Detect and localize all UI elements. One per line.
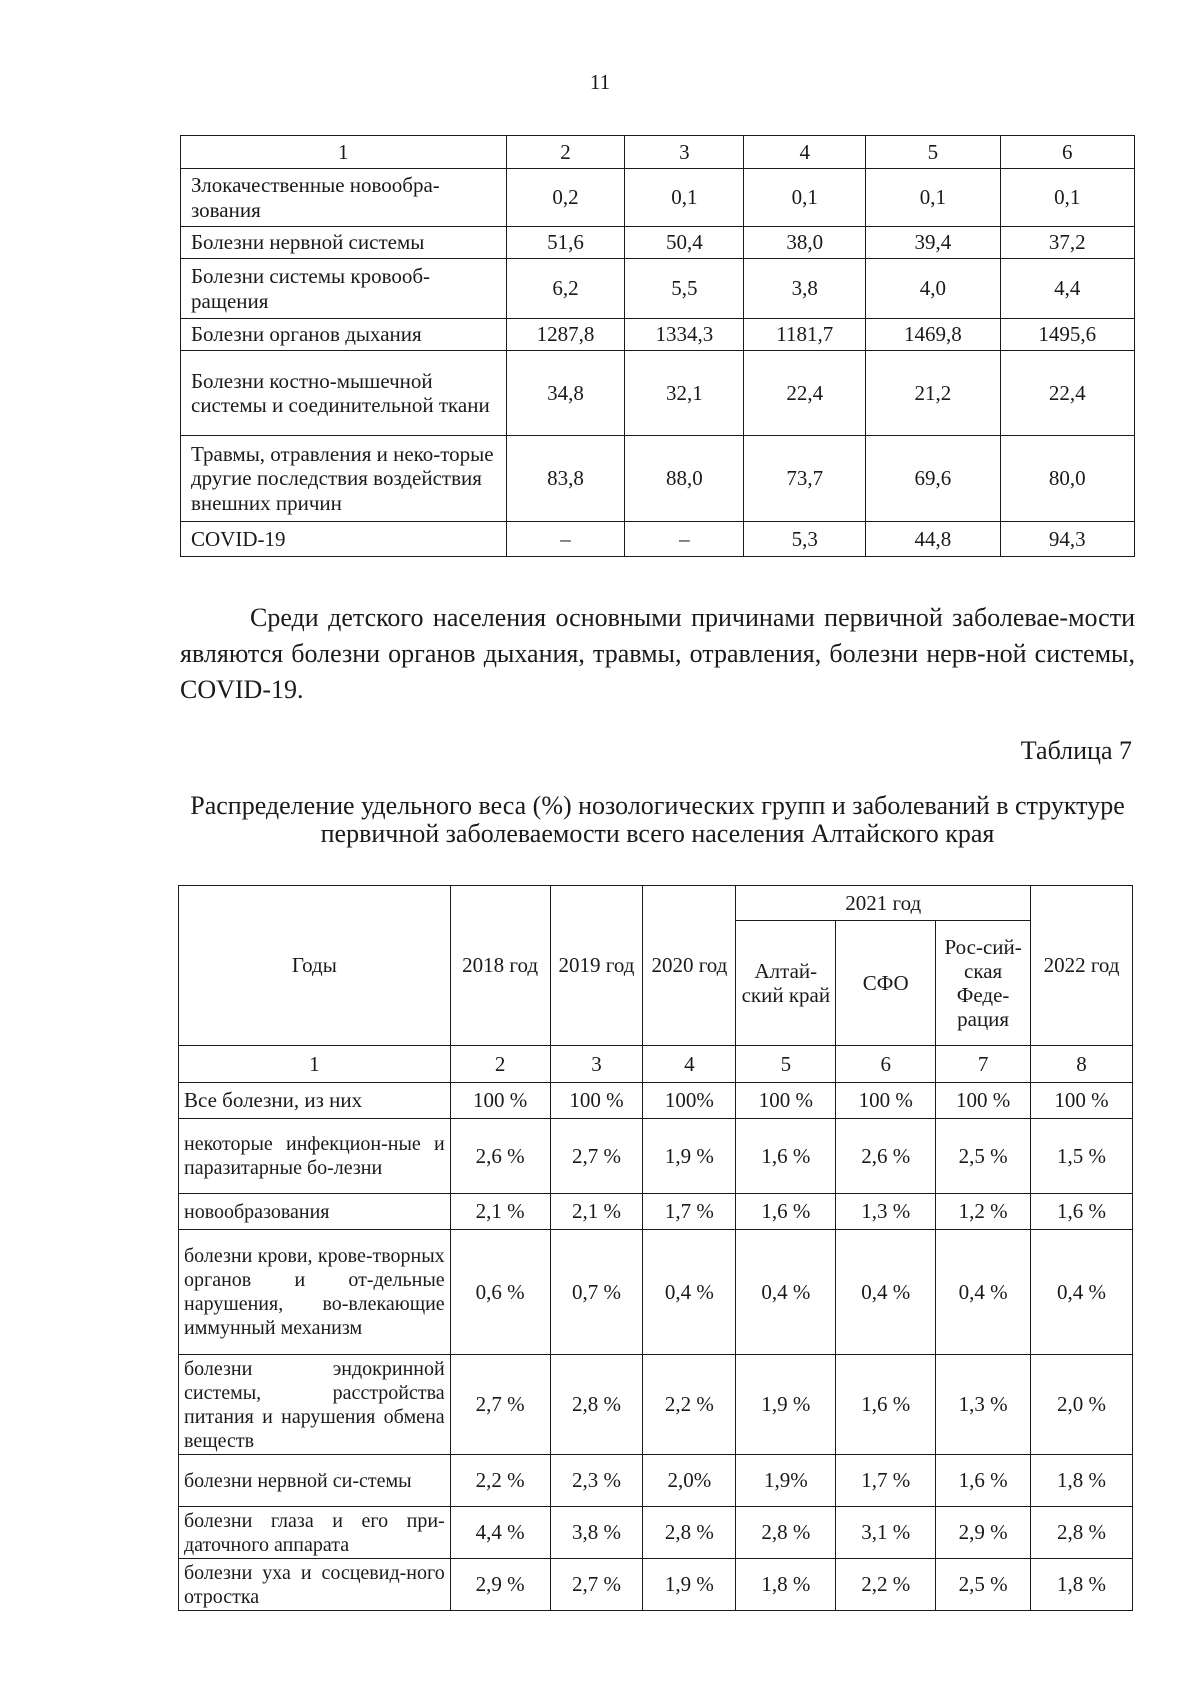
table-cell: 0,7 % (550, 1230, 643, 1355)
table-cell: 1469,8 (866, 319, 1000, 351)
table-cell: 4,4 % (450, 1507, 550, 1559)
table-caption: Распределение удельного веса (%) нозологических групп и заболеваний в структуре первичной заболеваемости всего населения Алтайского края (190, 791, 1125, 848)
table-cell: 1,6 % (936, 1455, 1031, 1507)
table-cell: 1,7 % (643, 1194, 736, 1230)
table-row (181, 436, 1135, 522)
table-cell: 80,0 (1000, 436, 1134, 522)
table-cell: 3,8 (744, 259, 866, 319)
table-cell: 100 % (450, 1083, 550, 1119)
table-cell: 3,8 % (550, 1507, 643, 1559)
table-cell: 2,2 % (643, 1355, 736, 1455)
table-row (179, 1083, 1133, 1119)
table-header-row (179, 886, 1133, 921)
table-row (181, 227, 1135, 259)
table-cell: 2,1 % (450, 1194, 550, 1230)
row-label: COVID-19 (181, 522, 507, 557)
header-2019: 2019 год (550, 886, 643, 1046)
table-cell: 1,6 % (736, 1194, 836, 1230)
table-cell: 0,4 % (836, 1230, 936, 1355)
table-cell: – (625, 522, 744, 557)
table-cell: 2,1 % (550, 1194, 643, 1230)
table-row (179, 1230, 1133, 1355)
column-number: 5 (866, 136, 1000, 169)
table-row (181, 259, 1135, 319)
table-cell: 1,9% (736, 1455, 836, 1507)
table-cell: 100 % (936, 1083, 1031, 1119)
table-cell: 1,8 % (1031, 1455, 1133, 1507)
column-number: 5 (736, 1046, 836, 1083)
column-number: 6 (1000, 136, 1134, 169)
column-number: 2 (450, 1046, 550, 1083)
table-cell: 0,4 % (643, 1230, 736, 1355)
row-label: Травмы, отравления и неко-торые другие последствия воздействия внешних причин (181, 436, 507, 522)
table-cell: 51,6 (506, 227, 625, 259)
table-row (179, 1455, 1133, 1507)
header-rf: Рос-сий-ская Феде-рация (936, 921, 1031, 1046)
table-cell: 100 % (736, 1083, 836, 1119)
table-cell: 2,8 % (736, 1507, 836, 1559)
row-label: болезни нервной си-стемы (179, 1455, 451, 1507)
table-cell: 34,8 (506, 351, 625, 436)
table-cell: 2,5 % (936, 1559, 1031, 1611)
table-cell: 1287,8 (506, 319, 625, 351)
column-number: 3 (550, 1046, 643, 1083)
table-cell: 4,0 (866, 259, 1000, 319)
table-cell: 0,1 (744, 169, 866, 227)
table-cell: 37,2 (1000, 227, 1134, 259)
table-cell: 2,0% (643, 1455, 736, 1507)
table-cell: 2,0 % (1031, 1355, 1133, 1455)
incidence-structure-table (178, 885, 1133, 1611)
table-cell: 4,4 (1000, 259, 1134, 319)
column-number: 2 (506, 136, 625, 169)
table-cell: 2,7 % (550, 1119, 643, 1194)
row-label: Болезни органов дыхания (181, 319, 507, 351)
table-cell: 0,6 % (450, 1230, 550, 1355)
table-cell: 88,0 (625, 436, 744, 522)
table-cell: 0,2 (506, 169, 625, 227)
table-cell: 0,4 % (936, 1230, 1031, 1355)
table-cell: 2,2 % (836, 1559, 936, 1611)
table-row (179, 1119, 1133, 1194)
column-number: 1 (179, 1046, 451, 1083)
row-label: Болезни костно-мышечной системы и соединительной ткани (181, 351, 507, 436)
table-cell: 2,7 % (450, 1355, 550, 1455)
row-label: болезни крови, крове-творных органов и от-дельные нарушения, во-влекающие иммунный механизм (179, 1230, 451, 1355)
table-row (179, 1507, 1133, 1559)
table-cell: 3,1 % (836, 1507, 936, 1559)
table-cell: – (506, 522, 625, 557)
table-cell: 2,8 % (550, 1355, 643, 1455)
table-cell: 2,7 % (550, 1559, 643, 1611)
table-cell: 83,8 (506, 436, 625, 522)
table-cell: 1,9 % (736, 1355, 836, 1455)
table-cell: 94,3 (1000, 522, 1134, 557)
table-cell: 2,6 % (450, 1119, 550, 1194)
table-row (181, 522, 1135, 557)
table-row (179, 1559, 1133, 1611)
disease-incidence-table-continued (180, 135, 1135, 557)
table-cell: 1,9 % (643, 1559, 736, 1611)
header-2020: 2020 год (643, 886, 736, 1046)
table-cell: 2,5 % (936, 1119, 1031, 1194)
row-label: Болезни нервной системы (181, 227, 507, 259)
row-label: Все болезни, из них (179, 1083, 451, 1119)
table-cell: 1,6 % (836, 1355, 936, 1455)
table-cell: 2,6 % (836, 1119, 936, 1194)
column-number: 4 (643, 1046, 736, 1083)
table-cell: 100 % (836, 1083, 936, 1119)
table-cell: 1,7 % (836, 1455, 936, 1507)
table-cell: 0,4 % (736, 1230, 836, 1355)
table-cell: 0,1 (1000, 169, 1134, 227)
row-label: новообразования (179, 1194, 451, 1230)
table-cell: 1,3 % (936, 1355, 1031, 1455)
header-altai: Алтай-ский край (736, 921, 836, 1046)
page-number: 11 (589, 70, 611, 94)
row-label: болезни глаза и его при-даточного аппарата (179, 1507, 451, 1559)
table-cell: 1,9 % (643, 1119, 736, 1194)
table-cell: 1,2 % (936, 1194, 1031, 1230)
table-cell: 100% (643, 1083, 736, 1119)
table-cell: 2,8 % (1031, 1507, 1133, 1559)
table-cell: 1181,7 (744, 319, 866, 351)
table-cell: 2,9 % (936, 1507, 1031, 1559)
table-cell: 100 % (550, 1083, 643, 1119)
table-cell: 22,4 (744, 351, 866, 436)
table-cell: 6,2 (506, 259, 625, 319)
table-row (181, 319, 1135, 351)
table-cell: 21,2 (866, 351, 1000, 436)
column-number: 6 (836, 1046, 936, 1083)
table-cell: 0,1 (625, 169, 744, 227)
table-cell: 1,3 % (836, 1194, 936, 1230)
table-cell: 2,2 % (450, 1455, 550, 1507)
table-cell: 69,6 (866, 436, 1000, 522)
table-cell: 1,6 % (1031, 1194, 1133, 1230)
table-row (181, 169, 1135, 227)
row-label: Болезни системы кровооб-ращения (181, 259, 507, 319)
table-cell: 2,8 % (643, 1507, 736, 1559)
table-number-row (179, 1046, 1133, 1083)
table-cell: 5,5 (625, 259, 744, 319)
table-cell: 1,6 % (736, 1119, 836, 1194)
header-2018: 2018 год (450, 886, 550, 1046)
table-cell: 1334,3 (625, 319, 744, 351)
table-cell: 0,1 (866, 169, 1000, 227)
header-2021: 2021 год (736, 886, 1031, 921)
row-label: болезни эндокринной системы, расстройства питания и нарушения обмена веществ (179, 1355, 451, 1455)
table-cell: 1,8 % (736, 1559, 836, 1611)
table-header-row (181, 136, 1135, 169)
table-cell: 1495,6 (1000, 319, 1134, 351)
row-label: некоторые инфекцион-ные и паразитарные бо-лезни (179, 1119, 451, 1194)
row-label: Злокачественные новообра-зования (181, 169, 507, 227)
column-number: 7 (936, 1046, 1031, 1083)
column-number: 4 (744, 136, 866, 169)
table-cell: 38,0 (744, 227, 866, 259)
table-cell: 32,1 (625, 351, 744, 436)
row-label: болезни уха и сосцевид-ного отростка (179, 1559, 451, 1611)
table-cell: 22,4 (1000, 351, 1134, 436)
table-cell: 1,8 % (1031, 1559, 1133, 1611)
header-2022: 2022 год (1031, 886, 1133, 1046)
table-cell: 5,3 (744, 522, 866, 557)
header-years: Годы (179, 886, 451, 1046)
table-row (181, 351, 1135, 436)
table-cell: 73,7 (744, 436, 866, 522)
table-cell: 1,5 % (1031, 1119, 1133, 1194)
column-number: 1 (181, 136, 507, 169)
header-sfo: СФО (836, 921, 936, 1046)
table-cell: 44,8 (866, 522, 1000, 557)
table-cell: 0,4 % (1031, 1230, 1133, 1355)
column-number: 3 (625, 136, 744, 169)
table-label: Таблица 7 (1020, 736, 1132, 765)
table-cell: 2,3 % (550, 1455, 643, 1507)
table-cell: 100 % (1031, 1083, 1133, 1119)
column-number: 8 (1031, 1046, 1133, 1083)
table-cell: 39,4 (866, 227, 1000, 259)
table-row (179, 1194, 1133, 1230)
table-cell: 50,4 (625, 227, 744, 259)
table-row (179, 1355, 1133, 1455)
body-paragraph: Среди детского населения основными причинами первичной заболевае-мости являются болезни органов дыхания, травмы, отравления, болезни нерв-ной системы, COVID-19. (180, 603, 1135, 704)
table-cell: 2,9 % (450, 1559, 550, 1611)
